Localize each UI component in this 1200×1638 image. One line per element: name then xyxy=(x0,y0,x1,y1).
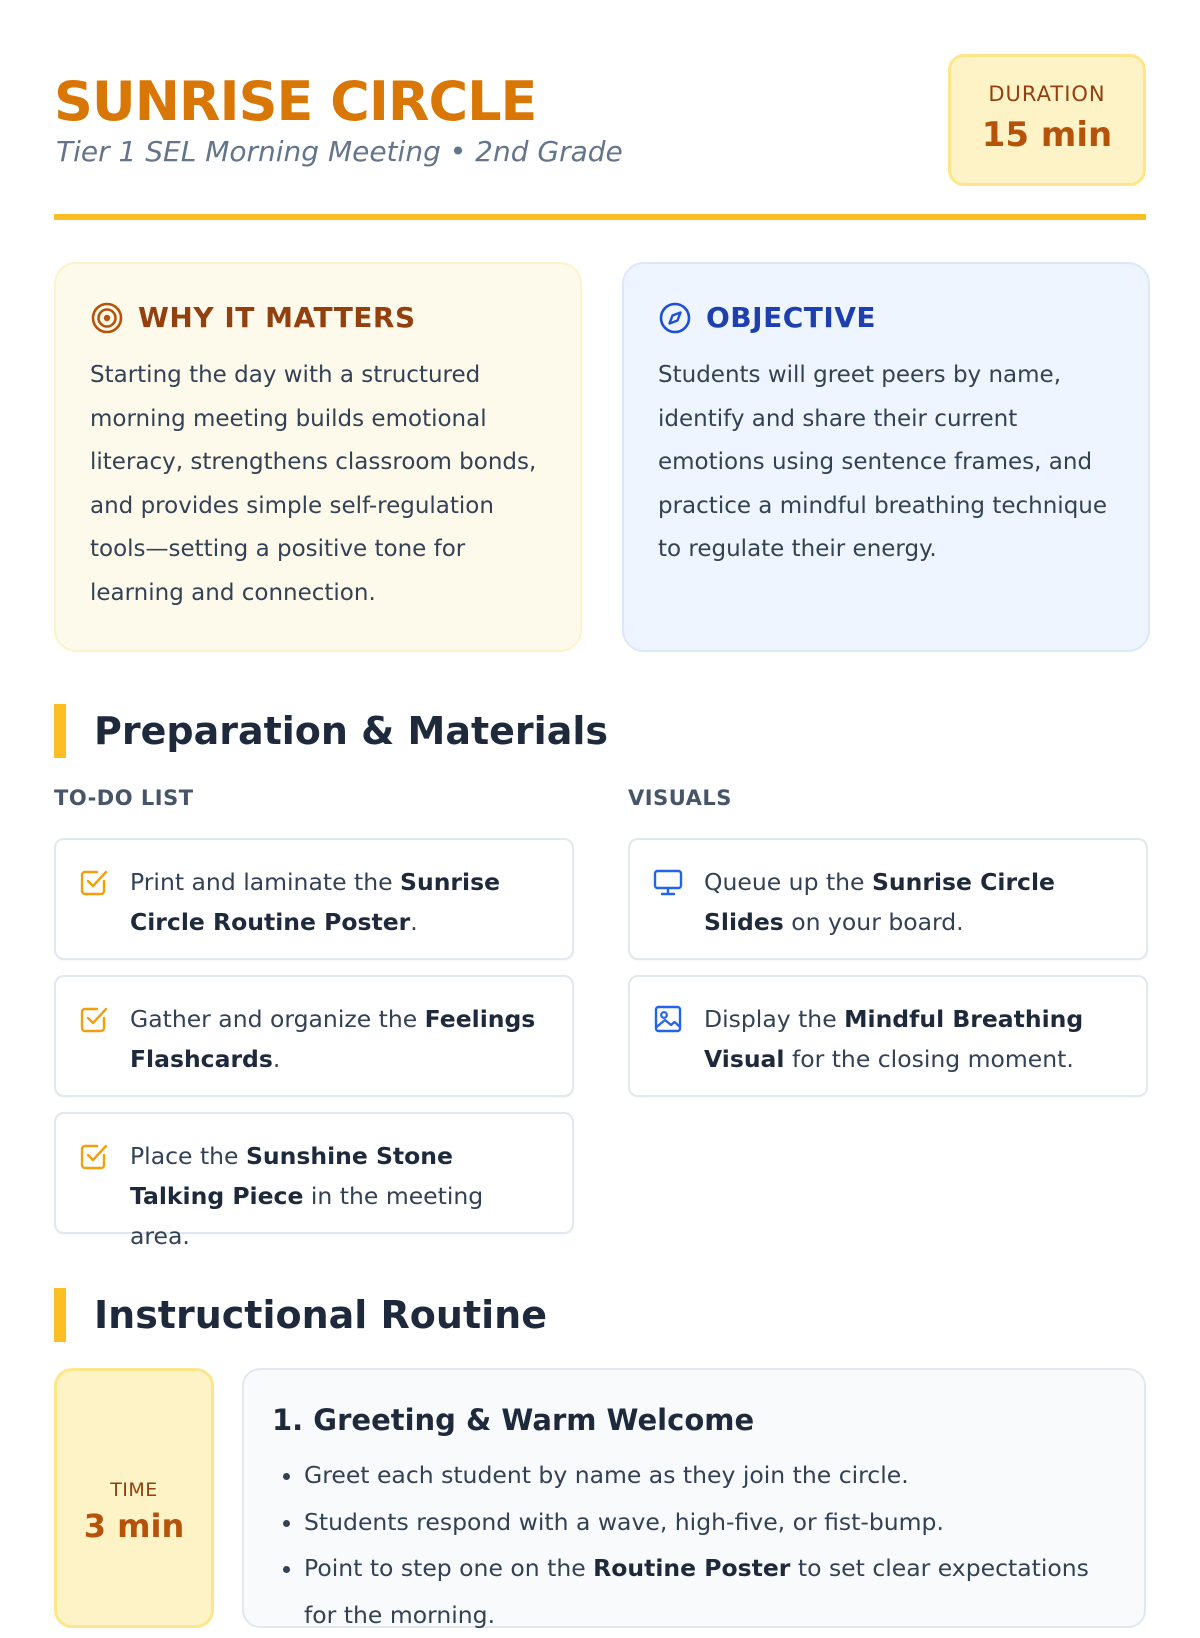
step-time-label: TIME xyxy=(110,1479,158,1501)
header xyxy=(54,52,1146,220)
why-body: Starting the day with a structured morning meeting builds emotional literacy, strengthens classroom bonds, and provides simple self-regulation tools—setting a positive tone for learning and connection. xyxy=(90,362,537,606)
objective-heading xyxy=(658,298,1114,338)
step-title: 1. Greeting & Warm Welcome xyxy=(272,1403,755,1437)
step-bullet: • Greet each student by name as they join the circle. xyxy=(304,1452,1116,1499)
step-bullet: • Point to step one on the Routine Poster to set clear expectations for the morning. xyxy=(304,1545,1116,1638)
compass-icon xyxy=(658,301,692,335)
monitor-icon xyxy=(652,866,684,898)
section-accent-bar xyxy=(54,704,66,758)
routine-step-card xyxy=(242,1368,1146,1628)
why-heading xyxy=(90,298,546,338)
todo-item-text: Place the Sunshine Stone Talking Piece in the meeting area. xyxy=(130,1142,484,1250)
routine-section-heading xyxy=(54,1288,547,1342)
page-subtitle: Tier 1 SEL Morning Meeting • 2nd Grade xyxy=(56,135,623,168)
checkbox-checked-icon[interactable] xyxy=(78,1140,110,1172)
why-it-matters-card xyxy=(54,262,582,652)
todo-item[interactable] xyxy=(54,838,574,960)
lesson-plan-page xyxy=(54,0,1146,1629)
duration-badge xyxy=(948,54,1146,186)
why-heading-text: WHY IT MATTERS xyxy=(138,301,416,334)
duration-value: 15 min xyxy=(981,115,1113,155)
checkbox-checked-icon[interactable] xyxy=(78,866,110,898)
objective-body: Students will greet peers by name, identify and share their current emotions using sentence frames, and practice a mindful breathing technique to regulate their energy. xyxy=(658,362,1108,562)
prep-section-heading xyxy=(54,704,608,758)
section-accent-bar xyxy=(54,1288,66,1342)
visuals-item xyxy=(628,838,1148,960)
todo-item-text: Print and laminate the Sunrise Circle Routine Poster. xyxy=(130,868,501,936)
step-bullet: • Students respond with a wave, high-five, or fist-bump. xyxy=(304,1499,1116,1546)
todo-item-text: Gather and organize the Feelings Flashcards. xyxy=(130,1005,536,1073)
todo-list-label: TO-DO LIST xyxy=(54,786,194,810)
step-time-value: 3 min xyxy=(83,1507,185,1545)
target-icon xyxy=(90,301,124,335)
objective-card xyxy=(622,262,1150,652)
duration-label: DURATION xyxy=(988,82,1106,106)
step-time-badge xyxy=(54,1368,214,1628)
visuals-label: VISUALS xyxy=(628,786,732,810)
step-bullet-list xyxy=(272,1452,1116,1638)
page-title: SUNRISE CIRCLE xyxy=(54,70,537,133)
image-icon xyxy=(652,1003,684,1035)
todo-item[interactable] xyxy=(54,975,574,1097)
objective-heading-text: OBJECTIVE xyxy=(706,301,877,334)
visuals-item-text: Display the Mindful Breathing Visual for the closing moment. xyxy=(704,1005,1084,1073)
visuals-item-text: Queue up the Sunrise Circle Slides on your board. xyxy=(704,868,1055,936)
visuals-item xyxy=(628,975,1148,1097)
prep-heading: Preparation & Materials xyxy=(94,709,608,753)
checkbox-checked-icon[interactable] xyxy=(78,1003,110,1035)
todo-item[interactable] xyxy=(54,1112,574,1250)
routine-heading: Instructional Routine xyxy=(94,1293,547,1337)
